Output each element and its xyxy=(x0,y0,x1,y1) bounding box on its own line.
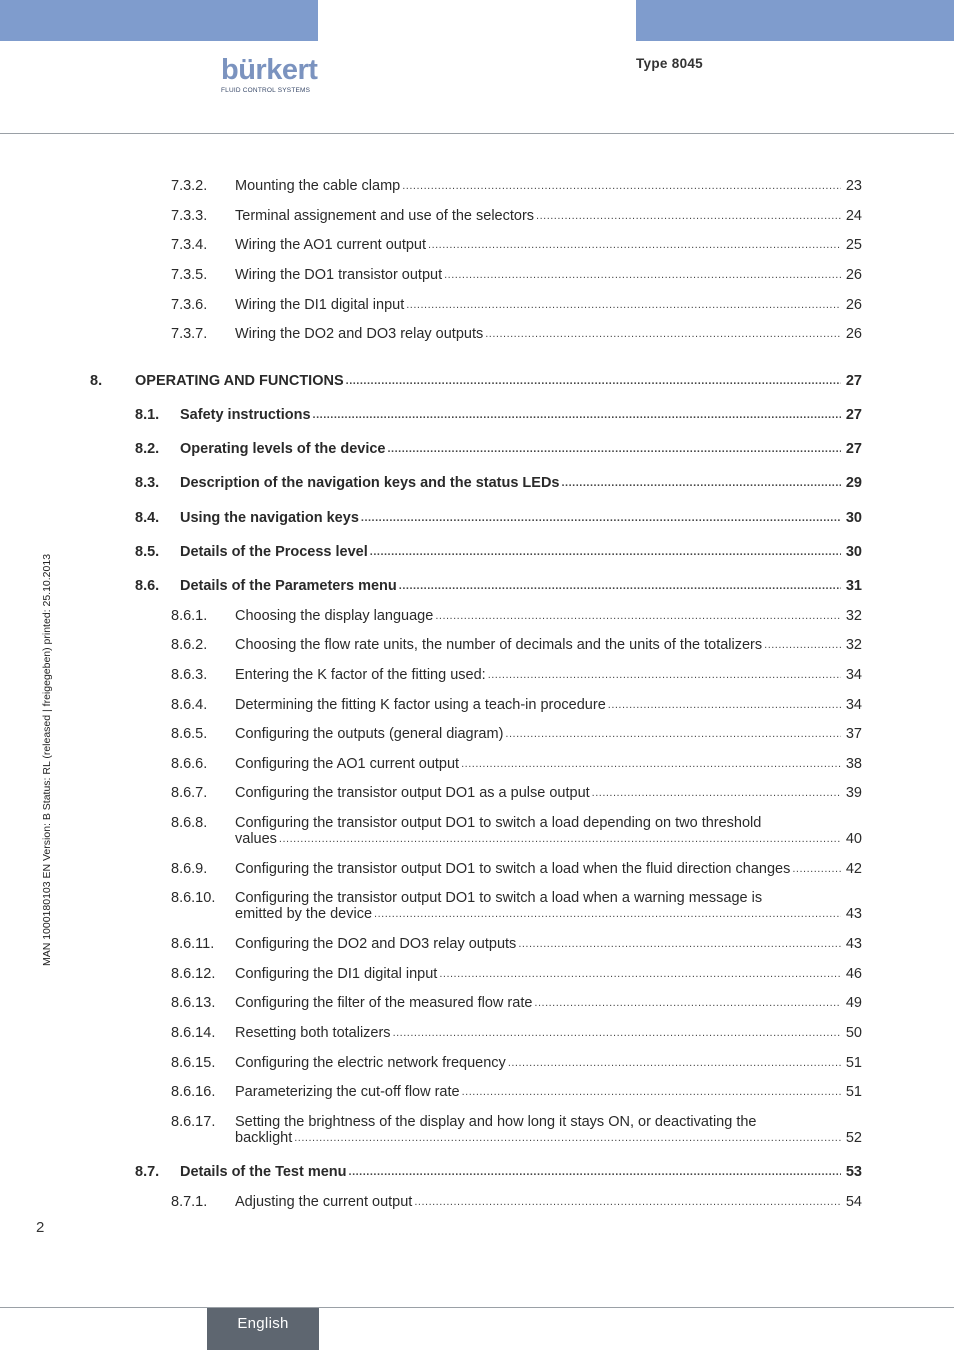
toc-page: 26 xyxy=(845,326,862,342)
toc-number: 8.6.17. xyxy=(171,1114,216,1130)
toc-title: Determining the fitting K factor using a teach-in procedure xyxy=(235,697,606,713)
toc-entry-8-3[interactable] xyxy=(90,475,862,491)
toc-leader xyxy=(402,178,841,194)
toc-leader xyxy=(534,995,841,1011)
toc-page: 34 xyxy=(845,697,862,713)
toc-leader xyxy=(346,373,841,389)
toc-title: Mounting the cable clamp xyxy=(235,178,401,194)
toc-number: 7.3.7. xyxy=(171,326,208,342)
toc-leader xyxy=(608,697,841,713)
toc-entry-8[interactable] xyxy=(90,373,862,389)
toc-number: 7.3.2. xyxy=(171,178,208,194)
brand-tagline: FLUID CONTROL SYSTEMS xyxy=(221,87,311,94)
toc-entry-8-1[interactable] xyxy=(90,407,862,423)
toc-title: Resetting both totalizers xyxy=(235,1025,391,1041)
toc-entry-8-6-11[interactable] xyxy=(90,936,862,952)
toc-leader xyxy=(279,831,841,847)
toc-number: 8.4. xyxy=(135,510,160,526)
toc-title: Configuring the DO2 and DO3 relay outputs xyxy=(235,936,517,952)
toc-number: 8.6.5. xyxy=(171,726,208,742)
toc-page: 25 xyxy=(845,237,862,253)
toc-leader xyxy=(406,297,841,313)
toc-entry-7-3-4[interactable] xyxy=(90,237,862,253)
toc-number: 8.6.8. xyxy=(171,815,208,831)
toc-number: 8.6.2. xyxy=(171,637,208,653)
toc-page: 30 xyxy=(845,544,862,560)
toc-number: 8.6.3. xyxy=(171,667,208,683)
toc-leader xyxy=(393,1025,841,1041)
toc-number: 8.6.16. xyxy=(171,1084,216,1100)
footer-divider xyxy=(0,1307,954,1308)
toc-number: 8.2. xyxy=(135,441,160,457)
toc-title: Configuring the transistor output DO1 to switch a load when a warning message is xyxy=(235,890,763,906)
toc-leader xyxy=(374,906,841,922)
toc-title: Configuring the transistor output DO1 as a pulse output xyxy=(235,785,590,801)
toc-number: 7.3.3. xyxy=(171,208,208,224)
toc-leader xyxy=(349,1164,841,1180)
toc-number: 8.6.14. xyxy=(171,1025,216,1041)
toc-title: Operating levels of the device xyxy=(180,441,386,457)
burkert-logo xyxy=(221,56,319,95)
toc-page: 38 xyxy=(845,756,862,772)
page-number: 2 xyxy=(36,1219,45,1236)
toc-title: Configuring the transistor output DO1 to switch a load depending on two threshold xyxy=(235,815,762,831)
toc-leader xyxy=(294,1130,841,1146)
toc-entry-8-6-5[interactable] xyxy=(90,726,862,742)
toc-page: 23 xyxy=(845,178,862,194)
toc-number: 8.6.10. xyxy=(171,890,216,906)
toc-entry-7-3-2[interactable] xyxy=(90,178,862,194)
toc-page: 49 xyxy=(845,995,862,1011)
toc-entry-8-7[interactable] xyxy=(90,1164,862,1180)
toc-leader xyxy=(461,756,841,772)
toc-page: 30 xyxy=(845,510,862,526)
toc-title: Details of the Process level xyxy=(180,544,368,560)
toc-entry-7-3-3[interactable] xyxy=(90,208,862,224)
toc-leader xyxy=(439,966,841,982)
toc-title: Configuring the outputs (general diagram) xyxy=(235,726,504,742)
toc-leader xyxy=(562,475,842,491)
toc-number: 8.6. xyxy=(135,578,160,594)
header-divider xyxy=(0,133,954,134)
document-status-text: MAN 1000180103 EN Version: B Status: RL (released | freigegeben) printed: 25.10.2013 xyxy=(41,553,53,967)
toc-leader xyxy=(399,578,841,594)
toc-entry-7-3-6[interactable] xyxy=(90,297,862,313)
toc-entry-8-6-9[interactable] xyxy=(90,861,862,877)
toc-title: Entering the K factor of the fitting used: xyxy=(235,667,486,683)
toc-title: Description of the navigation keys and the status LEDs xyxy=(180,475,560,491)
toc-page: 24 xyxy=(845,208,862,224)
toc-number: 7.3.5. xyxy=(171,267,208,283)
toc-title: Configuring the transistor output DO1 to switch a load when the fluid direction changes xyxy=(235,861,791,877)
toc-entry-8-6-13[interactable] xyxy=(90,995,862,1011)
toc-entry-8-6-2[interactable] xyxy=(90,637,862,653)
toc-title-continued: backlight xyxy=(235,1130,293,1146)
toc-page: 46 xyxy=(845,966,862,982)
toc-page: 37 xyxy=(845,726,862,742)
toc-page: 32 xyxy=(845,637,862,653)
toc-title-continued: emitted by the device xyxy=(235,906,373,922)
toc-leader xyxy=(361,510,841,526)
toc-title: Parameterizing the cut-off flow rate xyxy=(235,1084,460,1100)
toc-number: 8.6.9. xyxy=(171,861,208,877)
toc-leader xyxy=(428,237,841,253)
toc-page: 42 xyxy=(845,861,862,877)
toc-page: 31 xyxy=(845,578,862,594)
toc-entry-8-6-7[interactable] xyxy=(90,785,862,801)
toc-page: 54 xyxy=(845,1194,862,1210)
toc-number: 8.7. xyxy=(135,1164,160,1180)
toc-title: Wiring the DO1 transistor output xyxy=(235,267,443,283)
toc-title: Wiring the DI1 digital input xyxy=(235,297,405,313)
toc-page: 51 xyxy=(845,1055,862,1071)
toc-title: Wiring the AO1 current output xyxy=(235,237,427,253)
toc-entry-8-6[interactable] xyxy=(90,578,862,594)
toc-title: Terminal assignement and use of the selectors xyxy=(235,208,535,224)
toc-page: 26 xyxy=(845,267,862,283)
toc-title: Details of the Test menu xyxy=(180,1164,347,1180)
toc-leader xyxy=(505,726,841,742)
toc-title: Details of the Parameters menu xyxy=(180,578,397,594)
toc-leader xyxy=(792,861,841,877)
toc-page: 53 xyxy=(845,1164,862,1180)
toc-entry-8-6-16[interactable] xyxy=(90,1084,862,1100)
toc-number: 8.6.15. xyxy=(171,1055,216,1071)
toc-number: 8.6.4. xyxy=(171,697,208,713)
toc-page: 51 xyxy=(845,1084,862,1100)
toc-number: 8.6.6. xyxy=(171,756,208,772)
toc-number: 8.7.1. xyxy=(171,1194,208,1210)
toc-page: 52 xyxy=(845,1130,862,1146)
toc-entry-8-4[interactable] xyxy=(90,510,862,526)
toc-entry-8-6-4[interactable] xyxy=(90,697,862,713)
toc-leader xyxy=(518,936,841,952)
toc-number: 8.6.11. xyxy=(171,936,215,952)
toc-title: Configuring the DI1 digital input xyxy=(235,966,438,982)
language-tab: English xyxy=(207,1308,319,1350)
toc-entry-8-5[interactable] xyxy=(90,544,862,560)
toc-number: 8.3. xyxy=(135,475,160,491)
toc-leader xyxy=(485,326,841,342)
toc-number: 8.1. xyxy=(135,407,160,423)
toc-page: 50 xyxy=(845,1025,862,1041)
toc-title: Configuring the AO1 current output xyxy=(235,756,460,772)
toc-leader xyxy=(313,407,841,423)
toc-entry-8-6-14[interactable] xyxy=(90,1025,862,1041)
toc-entry-8-6-15[interactable] xyxy=(90,1055,862,1071)
toc-entry-8-6-1[interactable] xyxy=(90,608,862,624)
toc-page: 40 xyxy=(845,831,862,847)
toc-entry-8-2[interactable] xyxy=(90,441,862,457)
toc-number: 8.6.7. xyxy=(171,785,208,801)
toc-entry-8-6-8[interactable] xyxy=(90,815,862,847)
toc-title: Choosing the flow rate units, the number of decimals and the units of the totalizers xyxy=(235,637,763,653)
toc-entry-7-3-5[interactable] xyxy=(90,267,862,283)
toc-entry-8-7-1[interactable] xyxy=(90,1194,862,1210)
toc-leader xyxy=(444,267,841,283)
toc-title: Adjusting the current output xyxy=(235,1194,413,1210)
toc-title: OPERATING AND FUNCTIONS xyxy=(135,373,344,389)
toc-leader xyxy=(414,1194,841,1210)
toc-entry-8-6-6[interactable] xyxy=(90,756,862,772)
toc-title: Choosing the display language xyxy=(235,608,434,624)
toc-page: 27 xyxy=(845,373,862,389)
toc-number: 8.6.1. xyxy=(171,608,208,624)
toc-page: 34 xyxy=(845,667,862,683)
toc-leader xyxy=(435,608,841,624)
toc-page: 32 xyxy=(845,608,862,624)
document-type: Type 8045 xyxy=(636,56,703,71)
header-band-left xyxy=(0,0,318,41)
toc-leader xyxy=(488,667,841,683)
toc-page: 39 xyxy=(845,785,862,801)
toc-leader xyxy=(462,1084,841,1100)
toc-title-continued: values xyxy=(235,831,277,847)
toc-leader xyxy=(508,1055,841,1071)
toc-entry-8-6-12[interactable] xyxy=(90,966,862,982)
toc-title: Wiring the DO2 and DO3 relay outputs xyxy=(235,326,484,342)
toc-entry-8-6-17[interactable] xyxy=(90,1114,862,1146)
toc-page: 43 xyxy=(845,936,862,952)
toc-number: 7.3.6. xyxy=(171,297,208,313)
toc-title: Configuring the electric network frequency xyxy=(235,1055,506,1071)
toc-page: 27 xyxy=(845,441,862,457)
toc-leader xyxy=(388,441,842,457)
toc-number: 8.6.13. xyxy=(171,995,216,1011)
header-band-right xyxy=(636,0,954,41)
toc-page: 29 xyxy=(845,475,862,491)
toc-page: 43 xyxy=(845,906,862,922)
toc-entry-8-6-3[interactable] xyxy=(90,667,862,683)
toc-page: 26 xyxy=(845,297,862,313)
toc-number: 7.3.4. xyxy=(171,237,208,253)
toc-title: Safety instructions xyxy=(180,407,311,423)
toc-leader xyxy=(764,637,841,653)
toc-number: 8.5. xyxy=(135,544,160,560)
toc-title: Using the navigation keys xyxy=(180,510,359,526)
toc-title: Configuring the filter of the measured flow rate xyxy=(235,995,533,1011)
toc-number: 8. xyxy=(90,373,103,389)
toc-number: 8.6.12. xyxy=(171,966,216,982)
toc-title: Setting the brightness of the display and how long it stays ON, or deactivating the xyxy=(235,1114,757,1130)
toc-entry-7-3-7[interactable] xyxy=(90,326,862,342)
toc-page: 27 xyxy=(845,407,862,423)
brand-name: bürkert xyxy=(221,54,318,86)
toc-leader xyxy=(592,785,841,801)
toc-leader xyxy=(536,208,841,224)
toc-entry-8-6-10[interactable] xyxy=(90,890,862,922)
toc-leader xyxy=(370,544,841,560)
